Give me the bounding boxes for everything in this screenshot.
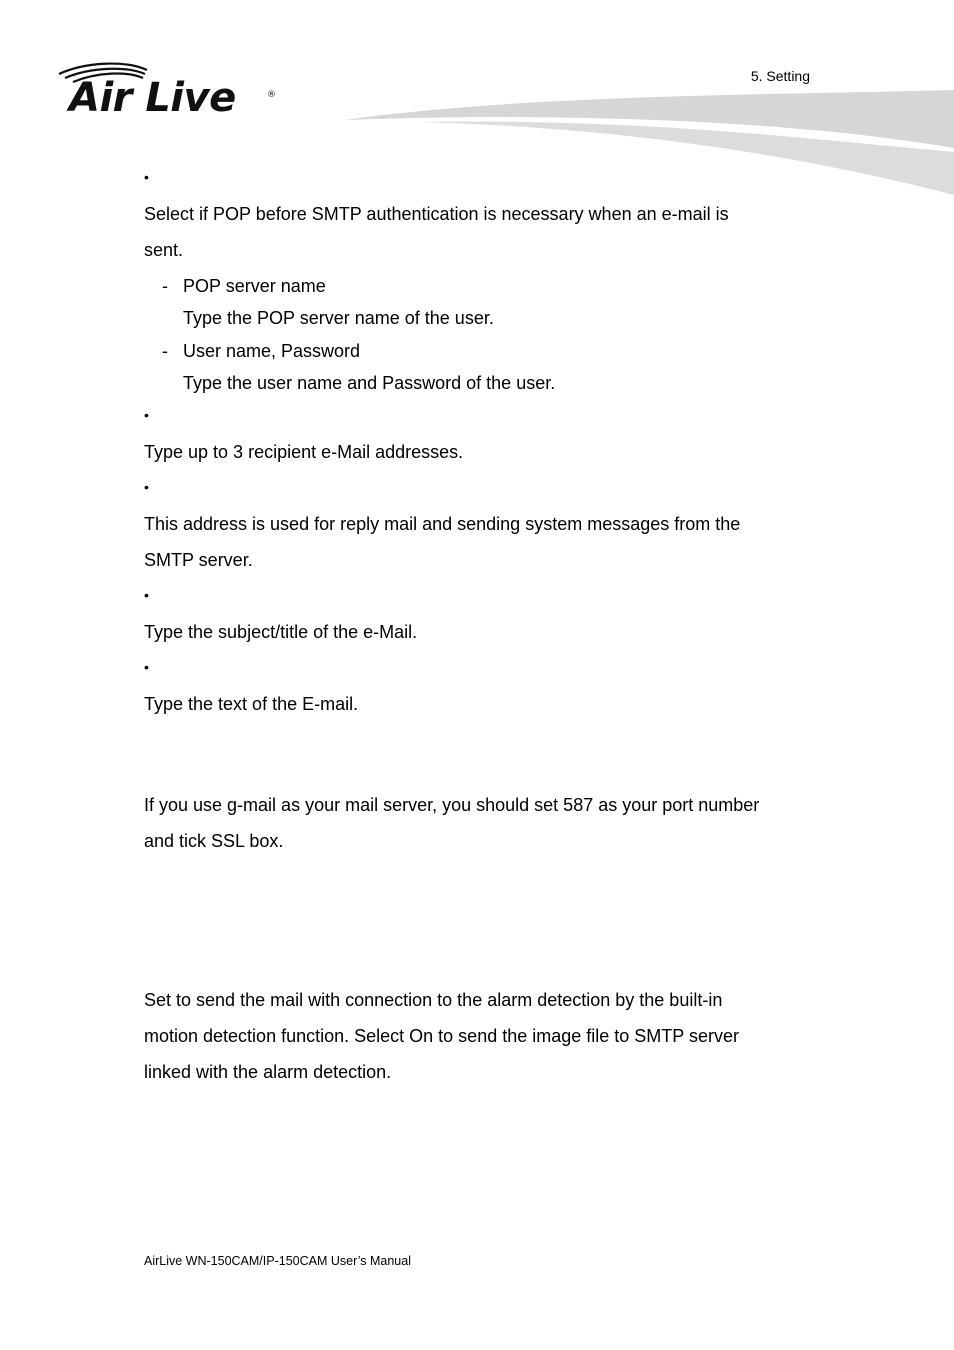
bullet-pop-auth: •	[144, 169, 149, 185]
logo-wordmark: Air Live	[69, 75, 236, 121]
dash-pop-server: -	[162, 276, 168, 296]
bullet-subject: •	[144, 587, 149, 603]
pop-server-name-label: POP server name	[183, 276, 326, 296]
user-password-label: User name, Password	[183, 341, 361, 361]
subject-description: Type the subject/title of the e-Mail.	[144, 622, 418, 642]
dash-user-password: -	[162, 341, 168, 361]
address-description-line-1: This address is used for reply mail and sending system messages from the	[144, 514, 741, 534]
section-title: 5. Setting	[750, 68, 810, 84]
bullet-address: •	[144, 479, 149, 495]
logo-registered-mark: ®	[267, 90, 276, 100]
recipient-description: Type up to 3 recipient e-Mail addresses.	[144, 442, 464, 462]
footer-manual-title: AirLive WN-150CAM/IP-150CAM User’s Manual	[144, 1254, 411, 1268]
alarm-description-line-1: Set to send the mail with connection to the alarm detection by the built-in	[144, 990, 723, 1010]
airlive-logo	[55, 60, 285, 130]
address-description-line-2: SMTP server.	[144, 550, 253, 570]
user-password-description: Type the user name and Password of the user.	[183, 373, 556, 393]
gmail-note-line-2: and tick SSL box.	[144, 831, 284, 851]
pop-auth-description-line-1: Select if POP before SMTP authentication is necessary when an e-mail is	[144, 204, 729, 224]
pop-auth-description-line-2: sent.	[144, 240, 184, 260]
bullet-text: •	[144, 659, 149, 675]
gmail-note-line-1: If you use g-mail as your mail server, you should set 587 as your port number	[144, 795, 760, 815]
bullet-recipient: •	[144, 407, 149, 423]
pop-server-name-description: Type the POP server name of the user.	[183, 308, 494, 328]
text-description: Type the text of the E-mail.	[144, 694, 359, 714]
alarm-description-line-3: linked with the alarm detection.	[144, 1062, 392, 1082]
alarm-description-line-2: motion detection function. Select On to send the image file to SMTP server	[144, 1026, 739, 1046]
